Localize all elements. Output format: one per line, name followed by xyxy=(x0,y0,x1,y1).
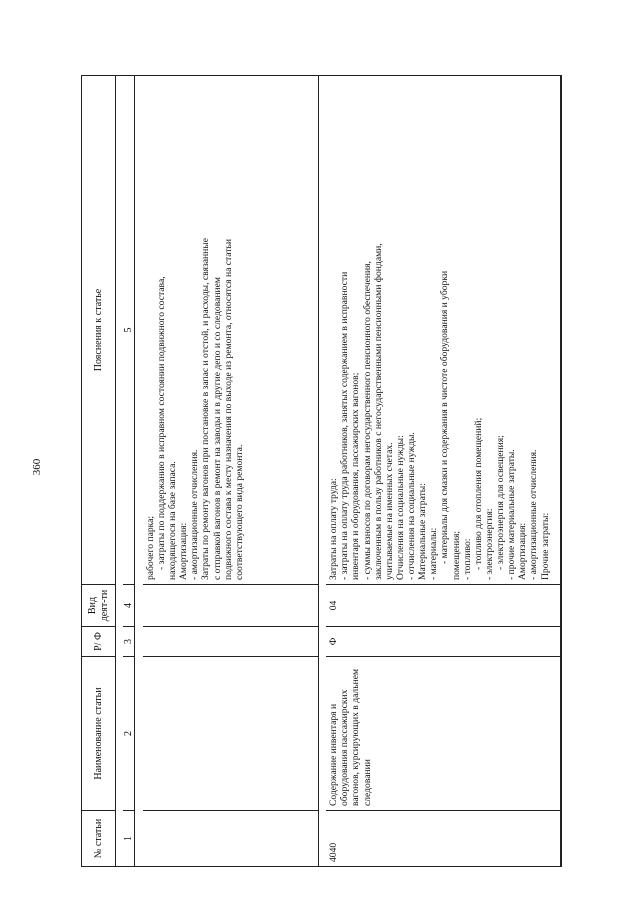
row1-line: Затраты по ремонту вагонов при постановке в запас и отстой, и расходы, связанные xyxy=(200,238,212,580)
row2-line: - электроэнергия для освещения; xyxy=(495,435,506,570)
row2-explanation xyxy=(326,76,561,584)
row2-line: - электроэнергия: xyxy=(483,508,495,580)
row2-line: - прочие материальные затраты. xyxy=(506,449,518,580)
row2-line: учитываемые на именных счетах. xyxy=(383,442,395,580)
row1-line: Амортизация: xyxy=(178,522,190,580)
header-explanation: Пояснения к статье xyxy=(82,76,116,584)
row1-article-name xyxy=(143,656,319,810)
row2-line: - материалы для смазки и содержания в чистоте оборудования и уборки xyxy=(439,270,451,564)
row2-line: - затраты на оплату труда работников, занятых содержанием в исправности xyxy=(339,271,351,580)
row2-line: - отчисления на социальные нужды. xyxy=(406,432,417,580)
row2-activity-type: 04 xyxy=(326,584,561,626)
row2-line: Отчисления на социальные нужды: xyxy=(394,435,406,580)
row2-rf: Ф xyxy=(326,626,561,656)
header-rf: Р/ Ф xyxy=(82,626,116,656)
row2-line: инвентаря и оборудования, пассажирских вагонов; xyxy=(350,372,362,580)
row2-line: Затраты на оплату труда: xyxy=(328,478,340,580)
row2-article-number: 4040 xyxy=(326,810,561,866)
column-number: 5 xyxy=(123,76,135,584)
row1-line: - затраты по поддержанию в исправном состоянии подвижного состава, xyxy=(155,276,167,570)
row1-line: с отправкой вагонов в ремонт на заводы и в другие депо и со следованием xyxy=(211,277,223,580)
row2-line: - топливо для отопления помещений; xyxy=(472,417,484,570)
row2-line: заключенным в пользу работников с негосударственными пенсионными фондами, xyxy=(372,243,384,580)
header-article-number: № статьи xyxy=(82,810,116,866)
page-number: 360 xyxy=(31,458,43,476)
row1-explanation xyxy=(143,76,319,584)
row2-line: Материальные затраты: xyxy=(417,483,429,580)
header-activity-type: Вид деят-ти xyxy=(82,584,116,626)
column-number: 1 xyxy=(123,810,135,866)
row1-line: рабочего парка; xyxy=(144,515,156,580)
row2-line: помещения; xyxy=(450,530,462,580)
expense-items-table xyxy=(81,75,562,867)
row2-article-name: Содержание инвентаря и оборудования пассажирских вагонов, курсирующих в дальнем следовании xyxy=(326,656,561,810)
column-number: 4 xyxy=(123,584,135,626)
row1-article-number xyxy=(143,810,319,866)
row1-line: находящегося на базе запаса. xyxy=(167,461,178,580)
row1-line: подвижного состава к месту назначения по выходе из ремонта, относятся на статьи xyxy=(222,238,234,580)
column-number: 3 xyxy=(123,626,135,656)
row1-line: - амортизационные отчисления. xyxy=(189,449,201,580)
row2-line: Амортизация: xyxy=(517,522,529,580)
row2-line: - топливо: xyxy=(461,538,473,580)
row1-activity-type xyxy=(143,584,319,626)
row2-line: - суммы взносов по договорам негосударственного пенсионного обеспечения, xyxy=(361,261,373,580)
row2-line: - амортизационные отчисления. xyxy=(528,449,540,580)
row1-line: соответствующего вида ремонта. xyxy=(233,444,245,580)
header-article-name: Наименование статьи xyxy=(82,656,116,810)
row2-line: - материалы: xyxy=(428,527,440,580)
row2-line: Прочие затраты: xyxy=(539,512,551,580)
row1-rf xyxy=(143,626,319,656)
column-number: 2 xyxy=(123,656,135,810)
